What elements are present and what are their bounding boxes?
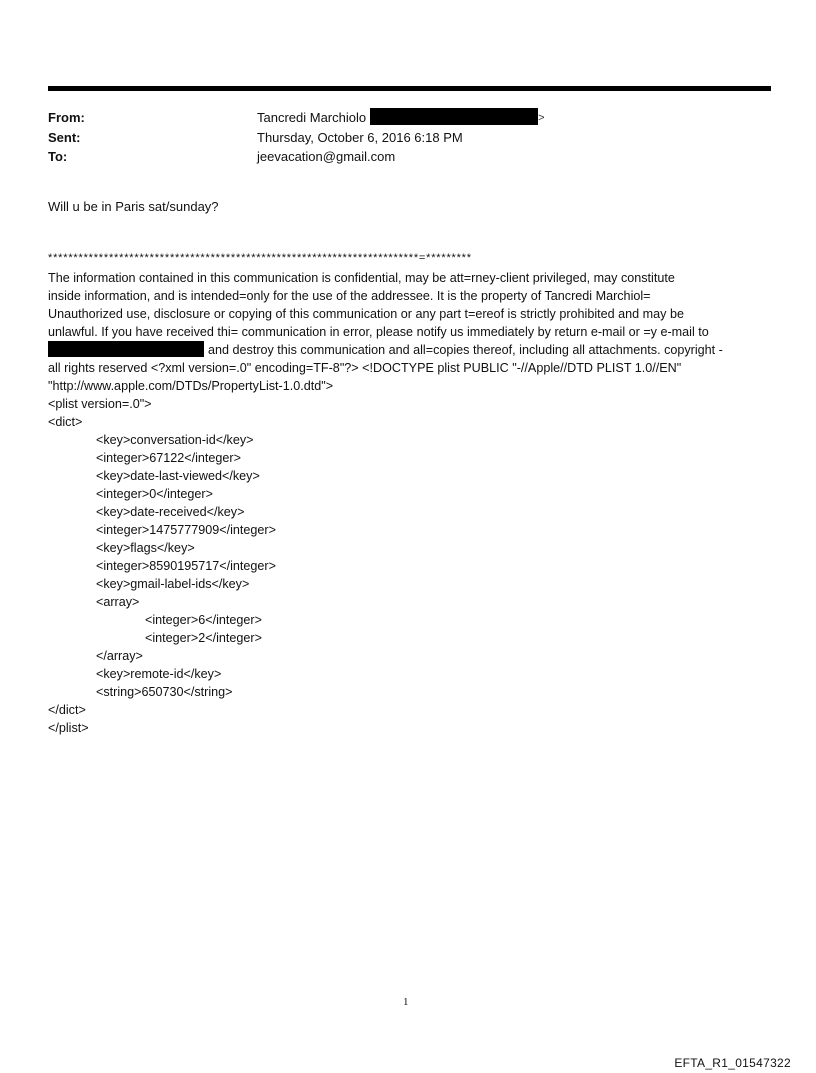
from-row bbox=[48, 108, 545, 128]
disclaimer bbox=[48, 269, 778, 341]
plist-line: <integer>2</integer> bbox=[145, 631, 262, 645]
plist-line: </array> bbox=[96, 649, 143, 663]
from-name: Tancredi Marchiolo bbox=[257, 110, 367, 125]
to-row bbox=[48, 147, 545, 166]
plist-line: <key>conversation-id</key> bbox=[96, 433, 254, 447]
plist-line: <key>gmail-label-ids</key> bbox=[96, 577, 250, 591]
separator-line: *************************************************************************=********* bbox=[48, 252, 472, 264]
message-body: Will u be in Paris sat/sunday? bbox=[48, 199, 219, 214]
sent-value: Thursday, October 6, 2016 6:18 PM bbox=[257, 130, 463, 145]
plist-line: <array> bbox=[96, 595, 140, 609]
plist-line: <dict> bbox=[48, 415, 83, 429]
redaction-tail: > bbox=[538, 112, 545, 124]
plist-line: <integer>67122</integer> bbox=[96, 451, 241, 465]
disclaimer-line: The information contained in this communication is confidential, may be att=rney-client privileged, may constitute bbox=[48, 271, 675, 285]
plist-line: all rights reserved <?xml version=.0" encoding=TF-8"?> <!DOCTYPE plist PUBLIC "-//Apple//DTD PLIST 1.0//EN" bbox=[48, 361, 682, 375]
email-header bbox=[48, 108, 545, 166]
plist-line: </plist> bbox=[48, 721, 89, 735]
plist-line: <integer>1475777909</integer> bbox=[96, 523, 276, 537]
from-value bbox=[257, 108, 545, 128]
plist-line: <integer>6</integer> bbox=[145, 613, 262, 627]
sent-label: Sent: bbox=[48, 130, 81, 145]
from-label: From: bbox=[48, 110, 85, 125]
sent-row bbox=[48, 128, 545, 147]
plist-line: <integer>0</integer> bbox=[96, 487, 213, 501]
disclaimer-line: inside information, and is intended=only for the use of the addressee. It is the property of Tancredi Marchiol= bbox=[48, 289, 651, 303]
plist-line: <key>remote-id</key> bbox=[96, 667, 222, 681]
plist-line: <integer>8590195717</integer> bbox=[96, 559, 276, 573]
plist-line: </dict> bbox=[48, 703, 86, 717]
page-number: 1 bbox=[403, 996, 409, 1008]
plist-line: <string>650730</string> bbox=[96, 685, 233, 699]
plist-line: <key>date-received</key> bbox=[96, 505, 245, 519]
to-label: To: bbox=[48, 149, 68, 164]
disclaimer-line-text: and destroy this communication and all=copies thereof, including all attachments. copyright - bbox=[208, 343, 723, 357]
bates-stamp: EFTA_R1_01547322 bbox=[674, 1056, 791, 1070]
plist-line: "http://www.apple.com/DTDs/PropertyList-1.0.dtd"> bbox=[48, 379, 334, 393]
plist-line: <key>flags</key> bbox=[96, 541, 195, 555]
disclaimer-redacted-line bbox=[48, 341, 778, 359]
disclaimer-line: unlawful. If you have received thi= communication in error, please notify us immediately by return e-mail or =y e-mail to bbox=[48, 325, 709, 339]
plist-line: <key>date-last-viewed</key> bbox=[96, 469, 260, 483]
to-value: jeevacation@gmail.com bbox=[257, 149, 396, 164]
header-rule bbox=[48, 86, 771, 91]
redaction-box bbox=[370, 108, 538, 125]
plist-line: <plist version=.0"> bbox=[48, 397, 152, 411]
disclaimer-and-plist bbox=[48, 269, 778, 737]
plist-block bbox=[48, 359, 778, 737]
redaction-box bbox=[48, 341, 204, 357]
disclaimer-line: Unauthorized use, disclosure or copying of this communication or any part t=ereof is strictly prohibited and may be bbox=[48, 307, 684, 321]
